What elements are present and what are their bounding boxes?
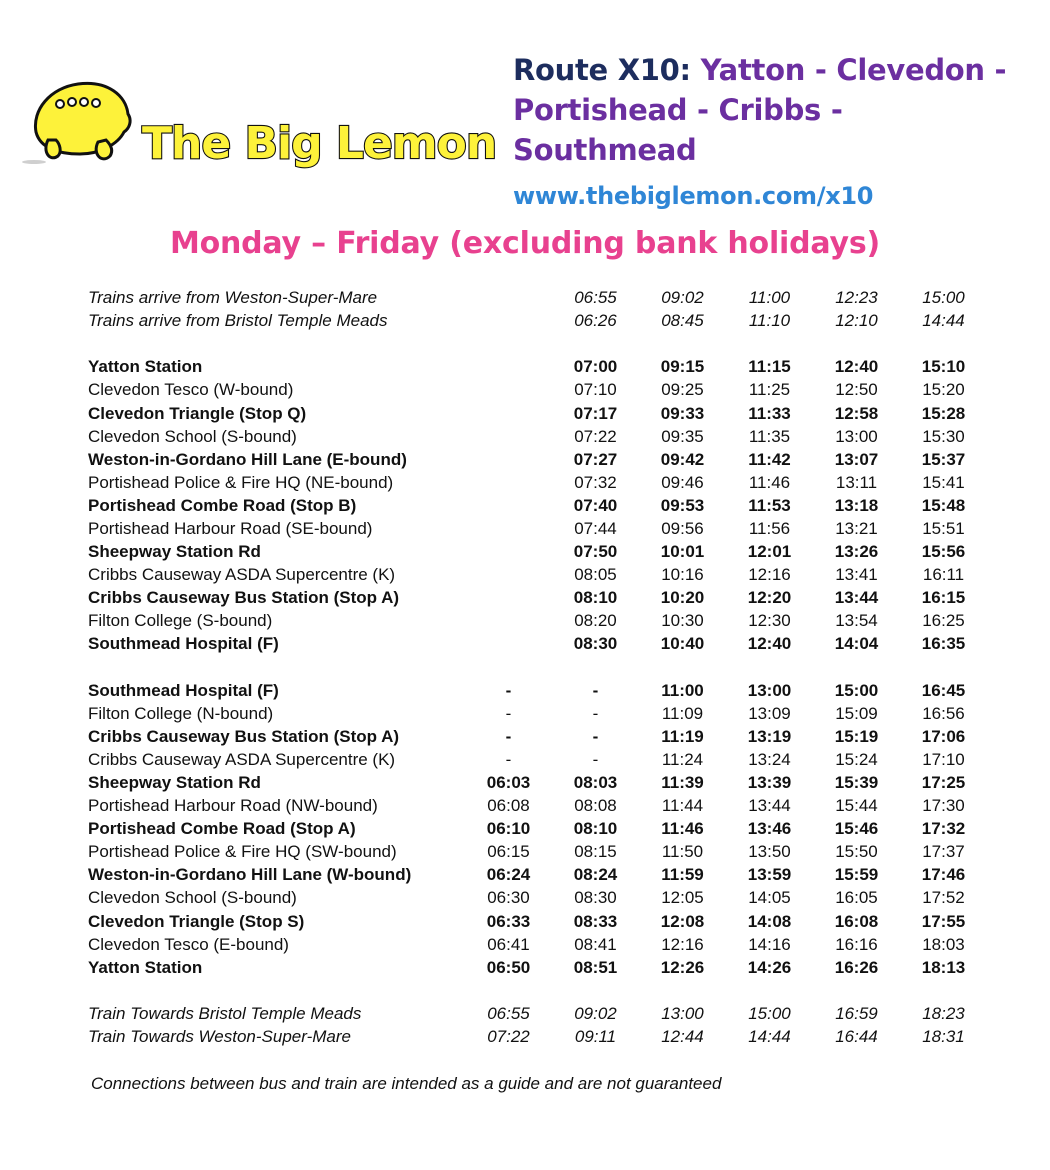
departure-time: 11:10 (748, 311, 791, 331)
departure-time (726, 656, 813, 679)
departure-time: 13:50 (748, 842, 791, 862)
table-row (88, 794, 987, 817)
table-row (88, 1025, 987, 1048)
departure-time: 11:15 (748, 357, 791, 377)
table-row (88, 771, 987, 794)
table-row (88, 494, 987, 517)
stop-name: Filton College (S-bound) (88, 611, 273, 631)
departure-time: 13:44 (748, 796, 791, 816)
table-row (88, 679, 987, 702)
schedule-heading: Monday – Friday (excluding bank holidays) (169, 226, 881, 261)
departure-time: 15:37 (921, 449, 966, 469)
departure-time: 16:11 (922, 565, 965, 585)
table-row (88, 632, 987, 655)
departure-time: 10:01 (660, 542, 705, 562)
departure-time: 16:08 (834, 911, 879, 931)
departure-time: 07:50 (573, 542, 618, 562)
departure-time: 12:40 (747, 634, 792, 654)
stop-name: Trains arrive from Weston-Super-Mare (88, 288, 378, 308)
departure-time: 12:50 (835, 380, 878, 400)
departure-time: 11:39 (661, 773, 704, 793)
departure-time: 13:11 (835, 472, 878, 492)
departure-time: 06:08 (487, 796, 530, 816)
route-id: Route X10: (513, 53, 691, 87)
departure-time: - (505, 749, 512, 769)
table-row (88, 471, 987, 494)
departure-time: 11:59 (661, 865, 704, 885)
departure-time: 17:25 (921, 773, 966, 793)
stop-name (88, 656, 465, 679)
departure-time (900, 979, 987, 1002)
departure-time: - (592, 680, 599, 700)
departure-time: 13:19 (747, 726, 792, 746)
departure-time: 09:56 (661, 518, 704, 538)
stop-name: Weston-in-Gordano Hill Lane (E-bound) (88, 449, 407, 469)
departure-time (465, 355, 552, 378)
departure-time: 16:45 (921, 680, 966, 700)
stop-name: Clevedon School (S-bound) (88, 426, 297, 446)
departure-time: 16:05 (835, 888, 878, 908)
route-url-link[interactable]: www.thebiglemon.com/x10 (513, 182, 874, 210)
departure-time: 06:03 (486, 773, 531, 793)
departure-time: 11:19 (661, 726, 704, 746)
stop-name (88, 979, 465, 1002)
departure-time: 15:10 (921, 357, 966, 377)
departure-time (465, 448, 552, 471)
stop-name: Southmead Hospital (F) (88, 634, 279, 654)
departure-time: 17:10 (922, 749, 965, 769)
departure-time: 14:16 (748, 934, 791, 954)
departure-time: 09:33 (660, 403, 705, 423)
table-row (88, 863, 987, 886)
departure-time (552, 979, 639, 1002)
departure-time: 11:42 (748, 449, 791, 469)
departure-time: 13:59 (747, 865, 792, 885)
departure-time: 14:05 (748, 888, 791, 908)
departure-time: - (505, 726, 512, 746)
departure-time: 08:15 (574, 842, 617, 862)
departure-time: 11:44 (661, 796, 704, 816)
departure-time: 07:22 (574, 426, 617, 446)
departure-time: 06:50 (486, 957, 531, 977)
departure-time: 18:13 (921, 957, 966, 977)
table-row (88, 933, 987, 956)
stop-name: Yatton Station (88, 357, 203, 377)
departure-time: 11:46 (748, 472, 791, 492)
departure-time: 09:46 (661, 472, 704, 492)
departure-time: 11:00 (748, 288, 791, 308)
departure-time: 12:20 (747, 588, 792, 608)
departure-time: 06:41 (487, 934, 530, 954)
spacer-row (88, 656, 987, 679)
departure-time (465, 425, 552, 448)
stop-name: Train Towards Weston-Super-Mare (88, 1027, 351, 1047)
departure-time: 13:24 (748, 749, 791, 769)
spacer-row (88, 332, 987, 355)
departure-time: 08:30 (574, 888, 617, 908)
departure-time: 13:21 (835, 518, 878, 538)
departure-time (465, 656, 552, 679)
departure-time: 15:50 (835, 842, 878, 862)
departure-time: 16:59 (835, 1003, 878, 1023)
departure-time: 16:16 (835, 934, 878, 954)
departure-time (465, 609, 552, 632)
departure-time: 13:44 (834, 588, 879, 608)
stop-name: Portishead Harbour Road (SE-bound) (88, 518, 373, 538)
stop-name: Portishead Police & Fire HQ (SW-bound) (88, 842, 397, 862)
table-row (88, 286, 987, 309)
departure-time: - (505, 703, 512, 723)
departure-time (465, 563, 552, 586)
departure-time: 15:44 (835, 796, 878, 816)
stop-name: Portishead Harbour Road (NW-bound) (88, 796, 378, 816)
departure-time: 08:24 (573, 865, 618, 885)
departure-time: 15:28 (921, 403, 966, 423)
departure-time: 16:44 (835, 1027, 878, 1047)
departure-time: 09:53 (660, 495, 705, 515)
departure-time: 06:10 (486, 819, 531, 839)
route-header (513, 50, 1033, 216)
departure-time: 08:30 (573, 634, 618, 654)
departure-time: 15:59 (834, 865, 879, 885)
departure-time: 08:10 (573, 819, 618, 839)
departure-time: 18:03 (922, 934, 965, 954)
departure-time: 07:22 (487, 1027, 530, 1047)
table-row (88, 586, 987, 609)
departure-time: 18:23 (922, 1003, 965, 1023)
departure-time: 12:30 (748, 611, 791, 631)
stop-name: Weston-in-Gordano Hill Lane (W-bound) (88, 865, 412, 885)
departure-time: 08:41 (574, 934, 617, 954)
stop-name: Cribbs Causeway ASDA Supercentre (K) (88, 565, 396, 585)
stop-name: Southmead Hospital (F) (88, 680, 279, 700)
table-row (88, 401, 987, 424)
departure-time: 15:24 (835, 749, 878, 769)
departure-time: 11:33 (748, 403, 791, 423)
departure-time: 07:32 (574, 472, 617, 492)
table-row (88, 378, 987, 401)
departure-time (639, 656, 726, 679)
departure-time: 11:24 (661, 749, 704, 769)
departure-time: 11:09 (661, 703, 704, 723)
timetable (88, 286, 987, 1048)
departure-time: 13:41 (835, 565, 878, 585)
departure-time: 16:15 (921, 588, 966, 608)
departure-time: 12:40 (834, 357, 879, 377)
stop-name: Cribbs Causeway Bus Station (Stop A) (88, 726, 400, 746)
departure-time: 09:42 (660, 449, 705, 469)
departure-time: 06:33 (486, 911, 531, 931)
departure-time: 06:30 (487, 888, 530, 908)
departure-time: 07:44 (574, 518, 617, 538)
stop-name: Sheepway Station Rd (88, 542, 261, 562)
departure-time (465, 401, 552, 424)
stop-name: Portishead Combe Road (Stop B) (88, 495, 357, 515)
departure-time: 11:56 (748, 518, 791, 538)
big-lemon-logo (22, 70, 497, 190)
departure-time: 15:46 (834, 819, 879, 839)
departure-time: 10:16 (661, 565, 704, 585)
table-row (88, 448, 987, 471)
departure-time: 18:31 (922, 1027, 965, 1047)
table-row (88, 886, 987, 909)
departure-time: - (592, 726, 599, 746)
stop-name: Train Towards Bristol Temple Meads (88, 1003, 362, 1023)
departure-time: 12:58 (834, 403, 879, 423)
departure-time: 15:09 (835, 703, 878, 723)
stop-name (88, 332, 465, 355)
table-row (88, 840, 987, 863)
stop-name: Clevedon Triangle (Stop S) (88, 911, 305, 931)
departure-time: 14:04 (834, 634, 879, 654)
departure-time: 15:19 (834, 726, 879, 746)
departure-time: 11:25 (748, 380, 791, 400)
departure-time: 15:00 (834, 680, 879, 700)
departure-time (813, 656, 900, 679)
departure-time (465, 471, 552, 494)
departure-time: 13:09 (748, 703, 791, 723)
timetable-body (88, 286, 987, 1048)
departure-time: 17:37 (922, 842, 965, 862)
table-row (88, 702, 987, 725)
departure-time: 17:30 (922, 796, 965, 816)
departure-time: 08:05 (574, 565, 617, 585)
table-row (88, 517, 987, 540)
departure-time: 15:41 (922, 472, 965, 492)
brand-wordmark: The Big Lemon (142, 118, 497, 169)
departure-time: 12:44 (661, 1027, 704, 1047)
departure-time: 09:15 (660, 357, 705, 377)
departure-time: 09:02 (574, 1003, 617, 1023)
departure-time: 13:18 (834, 495, 879, 515)
departure-time: 12:10 (835, 311, 878, 331)
departure-time: 11:53 (748, 495, 791, 515)
departure-time: 08:45 (661, 311, 704, 331)
stop-name: Cribbs Causeway ASDA Supercentre (K) (88, 749, 396, 769)
departure-time: 10:20 (660, 588, 705, 608)
stop-name: Clevedon Tesco (E-bound) (88, 934, 289, 954)
departure-time: 09:25 (661, 380, 704, 400)
departure-time: 09:35 (661, 426, 704, 446)
stop-name: Yatton Station (88, 957, 203, 977)
stop-name: Portishead Police & Fire HQ (NE-bound) (88, 472, 394, 492)
departure-time (552, 656, 639, 679)
stop-name: Filton College (N-bound) (88, 703, 274, 723)
departure-time: 15:00 (922, 288, 965, 308)
departure-time: 07:17 (573, 403, 618, 423)
departure-time: 16:35 (921, 634, 966, 654)
departure-time (900, 656, 987, 679)
departure-time (900, 332, 987, 355)
departure-time: 17:46 (921, 865, 966, 885)
table-row (88, 540, 987, 563)
departure-time: 14:44 (922, 311, 965, 331)
departure-time (465, 286, 552, 309)
departure-time: 12:16 (661, 934, 704, 954)
table-row (88, 355, 987, 378)
table-row (88, 817, 987, 840)
departure-time: - (592, 749, 599, 769)
table-row (88, 910, 987, 933)
stop-name: Cribbs Causeway Bus Station (Stop A) (88, 588, 400, 608)
departure-time (726, 979, 813, 1002)
departure-time: 13:54 (835, 611, 878, 631)
departure-time: 17:32 (921, 819, 966, 839)
departure-time: 13:00 (661, 1003, 704, 1023)
departure-time (465, 378, 552, 401)
departure-time: 06:55 (574, 288, 617, 308)
departure-time: 13:00 (835, 426, 878, 446)
departure-time (465, 586, 552, 609)
departure-time: 07:10 (574, 380, 617, 400)
table-row (88, 956, 987, 979)
departure-time: 15:00 (748, 1003, 791, 1023)
departure-time: 06:55 (487, 1003, 530, 1023)
departure-time: 14:44 (748, 1027, 791, 1047)
departure-time: 15:48 (921, 495, 966, 515)
departure-time (465, 494, 552, 517)
departure-time: - (505, 680, 512, 700)
departure-time: - (592, 703, 599, 723)
departure-time: 09:02 (661, 288, 704, 308)
departure-time: 12:23 (835, 288, 878, 308)
table-row (88, 563, 987, 586)
departure-time: 10:30 (661, 611, 704, 631)
stop-name: Trains arrive from Bristol Temple Meads (88, 311, 388, 331)
departure-time: 13:39 (747, 773, 792, 793)
departure-time: 10:40 (660, 634, 705, 654)
departure-time: 17:52 (922, 888, 965, 908)
departure-time: 06:26 (574, 311, 617, 331)
departure-time: 13:26 (834, 542, 879, 562)
departure-time: 11:00 (661, 680, 704, 700)
departure-time: 07:00 (573, 357, 618, 377)
departure-time (639, 332, 726, 355)
departure-time (552, 332, 639, 355)
departure-time: 06:24 (486, 865, 531, 885)
departure-time (639, 979, 726, 1002)
route-places-line1: Yatton - Clevedon - (700, 53, 1007, 87)
footnote: Connections between bus and train are intended as a guide and are not guaranteed (91, 1074, 722, 1093)
table-row (88, 748, 987, 771)
spacer-row (88, 979, 987, 1002)
departure-time: 08:33 (573, 911, 618, 931)
departure-time (726, 332, 813, 355)
table-row (88, 1002, 987, 1025)
departure-time: 12:16 (748, 565, 791, 585)
departure-time: 12:08 (660, 911, 705, 931)
departure-time (465, 540, 552, 563)
table-row (88, 725, 987, 748)
departure-time: 15:30 (922, 426, 965, 446)
stop-name: Clevedon Triangle (Stop Q) (88, 403, 307, 423)
departure-time: 12:05 (661, 888, 704, 908)
departure-time: 15:39 (834, 773, 879, 793)
departure-time: 15:20 (922, 380, 965, 400)
departure-time: 15:56 (921, 542, 966, 562)
departure-time: 08:20 (574, 611, 617, 631)
stop-name: Sheepway Station Rd (88, 773, 261, 793)
departure-time: 07:27 (573, 449, 618, 469)
departure-time: 11:50 (661, 842, 704, 862)
departure-time: 06:15 (487, 842, 530, 862)
departure-time: 09:11 (574, 1027, 617, 1047)
table-row (88, 425, 987, 448)
departure-time (465, 517, 552, 540)
departure-time (465, 979, 552, 1002)
stop-name: Clevedon School (S-bound) (88, 888, 297, 908)
departure-time: 08:03 (573, 773, 618, 793)
departure-time: 08:10 (573, 588, 618, 608)
departure-time: 13:00 (747, 680, 792, 700)
table-row (88, 609, 987, 632)
departure-time (813, 979, 900, 1002)
departure-time: 13:46 (747, 819, 792, 839)
departure-time: 15:51 (922, 518, 965, 538)
stop-name: Portishead Combe Road (Stop A) (88, 819, 356, 839)
table-row (88, 309, 987, 332)
departure-time (465, 332, 552, 355)
departure-time: 08:08 (574, 796, 617, 816)
departure-time: 07:40 (573, 495, 618, 515)
departure-time (465, 309, 552, 332)
departure-time: 17:55 (921, 911, 966, 931)
departure-time: 16:25 (922, 611, 965, 631)
departure-time: 14:26 (747, 957, 792, 977)
departure-time: 16:26 (834, 957, 879, 977)
departure-time: 11:35 (748, 426, 791, 446)
route-places-line2: Portishead - Cribbs - Southmead (513, 93, 843, 167)
stop-name: Clevedon Tesco (W-bound) (88, 380, 294, 400)
departure-time (813, 332, 900, 355)
departure-time: 12:01 (747, 542, 792, 562)
departure-time: 14:08 (747, 911, 792, 931)
departure-time (465, 632, 552, 655)
departure-time: 11:46 (661, 819, 704, 839)
departure-time: 12:26 (660, 957, 705, 977)
departure-time: 16:56 (922, 703, 965, 723)
departure-time: 17:06 (921, 726, 966, 746)
departure-time: 08:51 (573, 957, 618, 977)
departure-time: 13:07 (834, 449, 879, 469)
